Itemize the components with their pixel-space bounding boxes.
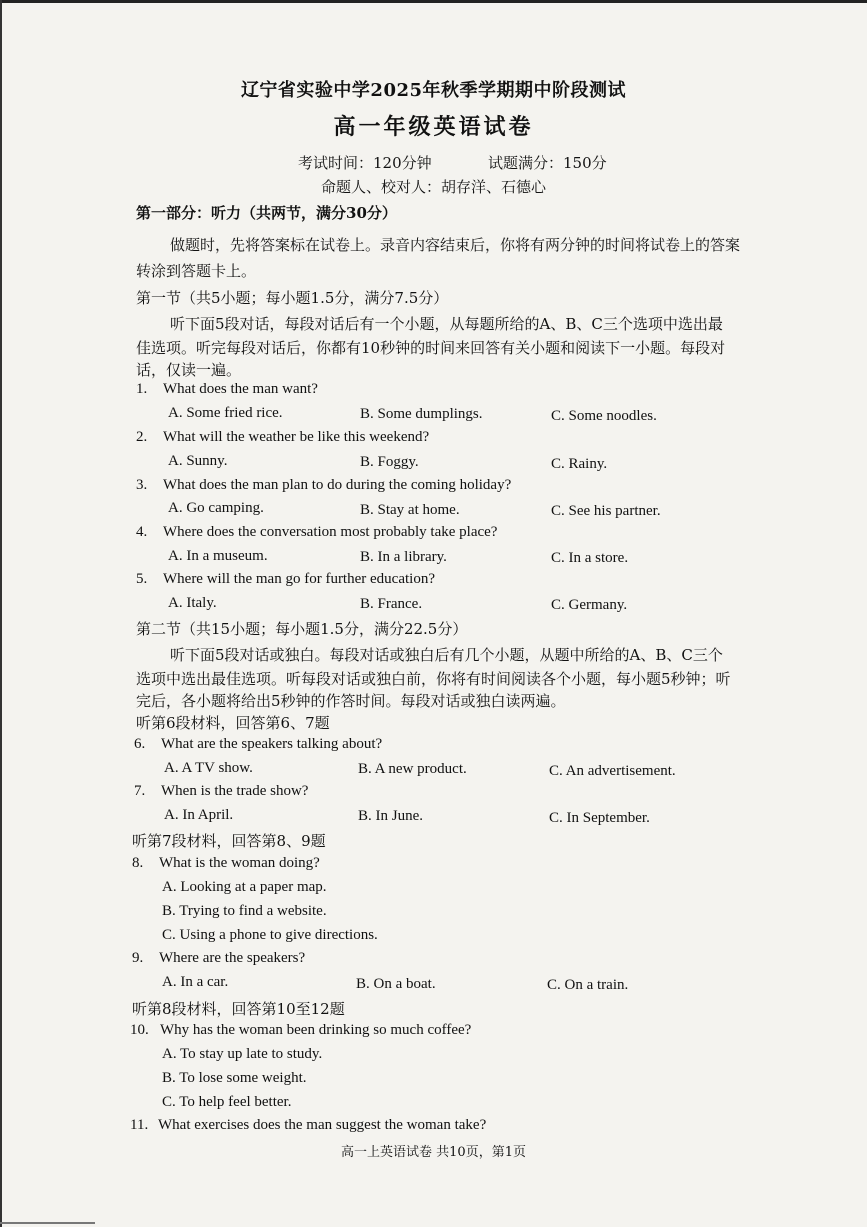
option-b: B. In June. (358, 808, 423, 824)
question-text: Where will the man go for further education? (163, 571, 435, 587)
option-a: A. Italy. (168, 595, 217, 611)
option-a: A. Go camping. (168, 500, 264, 516)
question-number: 8. (132, 855, 144, 871)
option-b: B. Trying to find a website. (162, 903, 327, 919)
paper-title: 高一年级英语试卷 (333, 114, 534, 140)
option-a: A. In a museum. (168, 548, 268, 564)
question-number: 7. (134, 783, 146, 799)
question-text: Where does the conversation most probably take place? (163, 524, 498, 540)
option-c: C. See his partner. (551, 503, 661, 519)
question-text: Why has the woman been drinking so much coffee? (160, 1022, 472, 1038)
part1-instruction-line1: 做题时，先将答案标在试卷上。录音内容结束后，你将有两分钟的时间将试卷上的答案 (170, 236, 741, 254)
option-b: B. On a boat. (356, 976, 436, 992)
option-b: B. France. (360, 596, 423, 612)
scan-top-edge (0, 0, 867, 3)
question-text: What is the woman doing? (159, 855, 320, 871)
question-number: 5. (136, 571, 148, 587)
question-number: 2. (136, 429, 148, 445)
page-footer: 高一上英语试卷 共10页，第1页 (341, 1145, 526, 1160)
material-7-heading: 听第7段材料，回答第8、9题 (132, 832, 326, 850)
section1-instruction-line2: 佳选项。听完每段对话后，你都有10秒钟的时间来回答有关小题和阅读下一小题。每段对 (136, 339, 726, 357)
option-b: B. A new product. (358, 761, 467, 777)
school-exam-title: 辽宁省实验中学2025年秋季学期期中阶段测试 (240, 80, 627, 101)
question-text: When is the trade show? (161, 783, 309, 799)
scan-bottom-mark (0, 1222, 95, 1224)
option-b: B. Some dumplings. (360, 406, 483, 422)
full-score: 试题满分：150分 (488, 154, 607, 172)
section1-instruction-line1: 听下面5段对话，每段对话后有一个小题，从每题所给的A、B、C三个选项中选出最 (170, 315, 723, 333)
option-b: B. Stay at home. (360, 502, 460, 518)
question-text: What will the weather be like this weekend? (163, 429, 430, 445)
question-text: Where are the speakers? (159, 950, 306, 966)
part1-instruction-line2: 转涂到答题卡上。 (136, 262, 257, 280)
option-b: B. To lose some weight. (162, 1070, 307, 1086)
option-c: C. On a train. (547, 977, 629, 993)
option-c: C. Using a phone to give directions. (162, 927, 378, 943)
option-a: A. To stay up late to study. (162, 1046, 323, 1062)
section2-instruction-line3: 完后，各小题将给出5秒钟的作答时间。每段对话或独白读两遍。 (136, 692, 566, 710)
option-a: A. Some fried rice. (168, 405, 283, 421)
option-b: B. In a library. (360, 549, 447, 565)
section2-instruction-line2: 选项中选出最佳选项。听每段对话或独白前，你将有时间阅读各个小题，每小题5秒钟；听 (136, 670, 731, 688)
option-b: B. Foggy. (360, 454, 419, 470)
option-a: A. In a car. (162, 974, 229, 990)
exam-time: 考试时间：120分钟 (298, 154, 432, 172)
option-a: A. Looking at a paper map. (162, 879, 327, 895)
option-c: C. To help feel better. (162, 1094, 292, 1110)
question-text: What exercises does the man suggest the woman take? (158, 1117, 487, 1133)
question-text: What are the speakers talking about? (161, 736, 383, 752)
question-text: What does the man plan to do during the coming holiday? (163, 477, 512, 493)
question-number: 1. (136, 381, 148, 397)
section1-instruction-line3: 话，仅读一遍。 (136, 361, 242, 379)
question-number: 4. (136, 524, 148, 540)
question-text: What does the man want? (163, 381, 318, 397)
section2-heading: 第二节（共15小题；每小题1.5分，满分22.5分） (136, 620, 468, 638)
material-6-heading: 听第6段材料，回答第6、7题 (136, 714, 330, 732)
option-a: A. A TV show. (164, 760, 253, 776)
question-number: 10. (130, 1022, 149, 1038)
section2-instruction-line1: 听下面5段对话或独白。每段对话或独白后有几个小题，从题中所给的A、B、C三个 (170, 646, 723, 664)
section1-heading: 第一节（共5小题；每小题1.5分，满分7.5分） (136, 289, 449, 307)
option-c: C. Germany. (551, 597, 628, 613)
option-c: C. Rainy. (551, 456, 608, 472)
question-number: 11. (130, 1117, 149, 1133)
material-8-heading: 听第8段材料，回答第10至12题 (132, 1000, 345, 1018)
option-c: C. In September. (549, 810, 650, 826)
question-number: 6. (134, 736, 146, 752)
question-number: 3. (136, 477, 148, 493)
question-number: 9. (132, 950, 144, 966)
option-c: C. An advertisement. (549, 763, 676, 779)
option-a: A. Sunny. (168, 453, 228, 469)
option-a: A. In April. (164, 807, 234, 823)
option-c: C. In a store. (551, 550, 629, 566)
option-c: C. Some noodles. (551, 408, 657, 424)
part1-heading: 第一部分：听力（共两节，满分30分） (136, 204, 397, 222)
authors: 命题人、校对人：胡存洋、石德心 (320, 178, 546, 196)
